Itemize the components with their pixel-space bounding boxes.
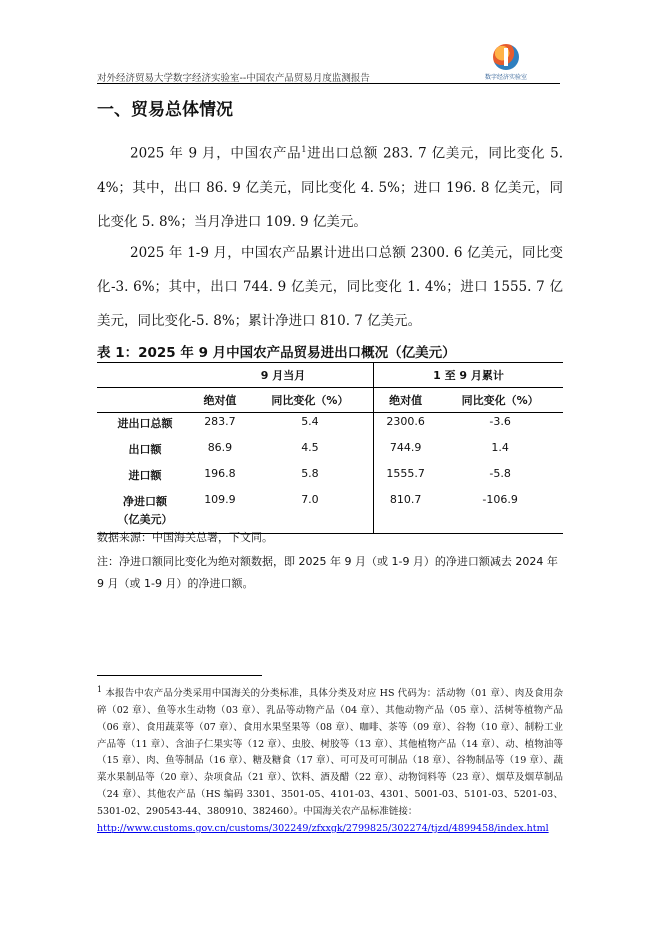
paragraph-monthly [97,133,563,239]
report-header-title: 对外经济贸易大学数字经济实验室--中国农产品贸易月度监测报告 [97,73,370,84]
col-header: 绝对值 [374,388,438,413]
table-corner-2 [97,388,193,413]
logo-icon [493,44,519,70]
table-cell: 5.8 [301,467,319,480]
table-title: 表 1：2025 年 9 月中国农产品贸易进出口概况（亿美元） [97,345,456,361]
row-label: 进出口总额 [117,417,173,430]
footnote-marker: 1 [97,685,103,694]
customs-standard-link[interactable]: http://www.customs.gov.cn/customs/302249/zfxxgk/2799825/302274/tjzd/4899458/index.html [97,822,549,834]
table-cell: 7.0 [301,493,319,506]
table-cell: 2300.6 [374,413,438,440]
row-label: 进口额 [128,469,162,482]
table-cell: 810.7 [374,491,438,534]
col-header: 同比变化（%） [247,388,374,413]
table-cell: 109.9 [204,493,236,506]
paragraph-monthly-b: 进出口总额 283. 7 亿美元，同比变化 5. 4%；其中，出口 86. 9 亿美元，同比变化 4. 5%；进口 196. 8 亿美元，同比变化 5. 8%；当月净进口 109. 9 亿美元。 [97,145,563,230]
col-header: 同比变化（%） [437,388,563,413]
table-cell: 744.9 [374,439,438,465]
group-header-cumulative: 1 至 9 月累计 [374,363,564,388]
table-cell: 283.7 [204,415,236,428]
row-label-main: 净进口额 [123,495,167,508]
table-cell: -5.8 [489,467,511,480]
table-cell: 1555.7 [374,465,438,491]
logo-text: 数字经济实验室 [484,74,527,81]
table-corner [97,363,193,388]
table-cell: 196.8 [204,467,236,480]
paragraph-cumulative: 2025 年 1-9 月，中国农产品累计进出口总额 2300. 6 亿美元，同比变化-3. 6%；其中，出口 744. 9 亿美元，同比变化 1. 4%；进口 1555. 7 亿美元，同比变化-5. 8%；累计净进口 810. 7 亿美元。 [97,245,563,329]
table-cell: 1.4 [491,441,509,454]
table-cell: 5.4 [301,415,319,428]
lab-logo [478,44,534,81]
row-label-unit: （亿美元） [117,513,173,526]
section-heading: 一、贸易总体情况 [97,100,233,120]
footnote [97,682,563,837]
col-header: 绝对值 [193,388,247,413]
trade-summary-table [97,362,563,534]
table-cell: 4.5 [301,441,319,454]
footnote-ref: 1 [301,145,307,154]
footnote-text: 本报告中农产品分类采用中国海关的分类标准，具体分类及对应 HS 代码为：活动物（01 章）、肉及食用杂碎（02 章）、鱼等水生动物（03 章）、乳品等动物产品（04 章）、其他动物产品（05 章）、活树等植物产品（06 章）、食用蔬菜等（07 章）、食用水果坚果等（08 章）、咖啡、茶等（09 章）、谷物（10 章）、制粉工业产品等（11 章）、含油子仁果实等（12 章）、虫胶、树胶等（13 章）、其他植物产品（14 章）、动、植物油等（15 章）、肉、鱼等制品（16 章）、糖及糖食（17 章）、可可及可可制品（18 章）、谷物制品等（19 章）、蔬菜水果制品等（20 章）、杂项食品（21 章）、饮料、酒及醋（22 章）、动物饲料等（23 章）、烟草及烟草制品（24 章）、其他农产品（HS 编码 3301、3501-05、4101-03、4301、5001-03、5101-03、5201-03、5301-02、290543-44、380910、382460）。中国海关农产品标准链接： [97,688,563,817]
row-label: 出口额 [128,443,162,456]
header-divider [97,83,560,84]
footnote-divider [97,675,262,676]
group-header-month: 9 月当月 [193,363,374,388]
table-cell: 86.9 [207,441,233,454]
table-cell: -106.9 [482,493,518,506]
paragraph-monthly-a: 2025 年 9 月，中国农产品 [130,145,302,162]
data-source-note: 数据来源：中国海关总署，下文同。 [97,531,273,544]
net-import-note: 注：净进口额同比变化为绝对额数据，即 2025 年 9 月（或 1-9 月）的净进口额减去 2024 年 9 月（或 1-9 月）的净进口额。 [97,555,558,590]
table-cell: -3.6 [489,415,511,428]
